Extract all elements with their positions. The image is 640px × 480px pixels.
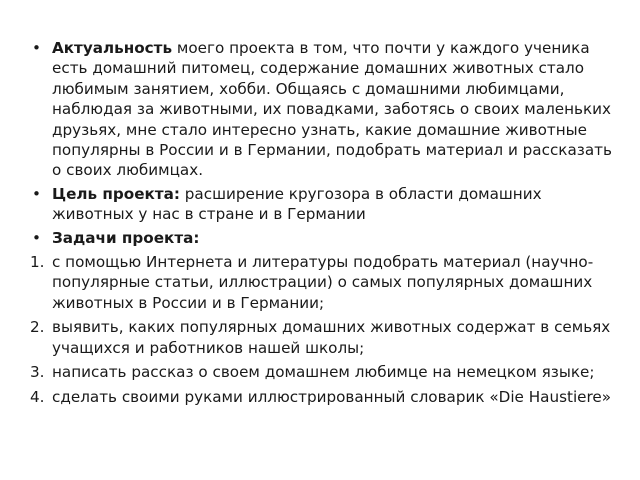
task-number: 3. xyxy=(30,363,45,382)
task-text: выявить, каких популярных домашних животных содержат в семьях учащихся и работников нашей школы; xyxy=(52,318,611,357)
task-number: 2. xyxy=(30,318,45,337)
task-text: сделать своими руками иллюстрированный словарик «Die Haustiere» xyxy=(52,387,612,406)
bullet-marker: • xyxy=(32,39,41,57)
tasks-heading: Задачи проекта: xyxy=(52,228,200,247)
task-item-1 xyxy=(30,252,612,313)
tasks-list xyxy=(30,252,612,407)
bullet-item-goal xyxy=(30,184,612,225)
task-text: с помощью Интернета и литературы подобрать материал (научно-популярные статьи, иллюстрации) о самых популярных домашних животных в России и в Германии; xyxy=(52,253,594,312)
task-text: написать рассказ о своем домашнем любимце на немецком языке; xyxy=(52,363,595,382)
bullet-marker: • xyxy=(32,184,41,203)
relevance-heading: Актуальность xyxy=(52,39,173,57)
relevance-text: моего проекта в том, что почти у каждого ученика есть домашний питомец, содержание домашних животных стало любимым занятием, хобби. Общаясь с домашними любимцами, наблюдая за животными, их повадками, заботясь о своих маленьких друзьях, мне стало интересно узнать, какие домашние животные популярны в России и в Германии, подобрать материал и рассказать о своих любимцах. xyxy=(52,39,612,180)
slide-content xyxy=(30,38,612,411)
bullet-item-relevance xyxy=(30,38,612,181)
task-number: 1. xyxy=(30,253,45,272)
task-item-2 xyxy=(30,317,612,358)
bullet-item-tasks xyxy=(30,228,612,248)
task-item-4 xyxy=(30,387,612,407)
task-item-3 xyxy=(30,362,612,382)
bullet-list xyxy=(30,38,612,248)
goal-heading: Цель проекта: xyxy=(52,184,180,203)
goal-text: расширение кругозора в области домашних животных у нас в стране и в Германии xyxy=(52,184,542,224)
bullet-marker: • xyxy=(32,228,41,247)
task-number: 4. xyxy=(30,387,45,406)
